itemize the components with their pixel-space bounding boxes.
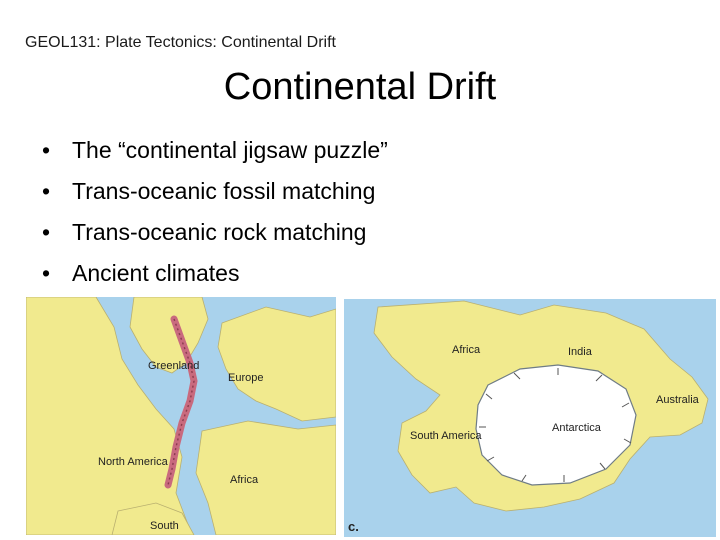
bullet-icon: • [42, 260, 51, 286]
map-label-india: India [568, 346, 592, 358]
bullet-text: The “continental jigsaw puzzle” [72, 137, 388, 163]
bullet-icon: • [42, 219, 51, 245]
bullet-text: Trans-oceanic rock matching [72, 219, 367, 245]
map-label-antarctica: Antarctica [552, 422, 601, 434]
panel-label: c. [348, 519, 359, 534]
bullet-item [42, 212, 388, 253]
bullet-icon: • [42, 137, 51, 163]
bullet-item [42, 130, 388, 171]
map-label-africa: Africa [452, 344, 481, 356]
bullet-text: Trans-oceanic fossil matching [72, 178, 376, 204]
bullet-item [42, 253, 388, 294]
map-label-africa: Africa [230, 474, 259, 486]
africa-landmass [196, 421, 336, 535]
bullet-list [42, 130, 388, 294]
map-label-europe: Europe [228, 372, 264, 384]
course-header: GEOL131: Plate Tectonics: Continental Drift [25, 34, 336, 51]
map-label-south: South [150, 520, 179, 532]
map-label-north-america: North America [98, 456, 168, 468]
bullet-text: Ancient climates [72, 260, 240, 286]
map-label-greenland: Greenland [148, 360, 200, 372]
map-label-australia: Australia [656, 394, 699, 406]
map-label-south-america: South America [410, 430, 482, 442]
bullet-icon: • [42, 178, 51, 204]
gondwana-glaciation-map [344, 299, 716, 537]
atlantic-mountain-map [26, 297, 336, 535]
slide-title: Continental Drift [223, 66, 497, 108]
bullet-item [42, 171, 388, 212]
